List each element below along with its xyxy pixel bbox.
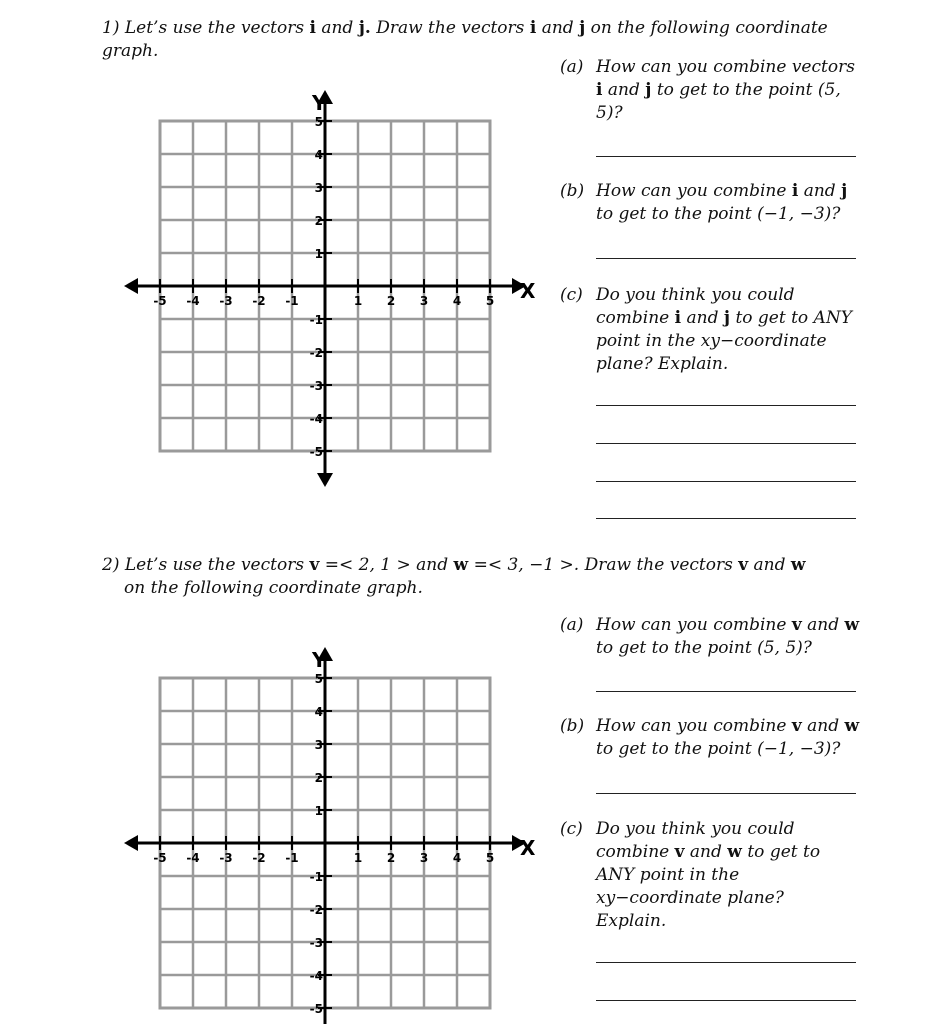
y-tick-label: -4 bbox=[309, 969, 323, 983]
y-tick-label: -3 bbox=[309, 936, 323, 950]
x-tick-label: 3 bbox=[419, 851, 429, 865]
y-tick-label: -5 bbox=[309, 1002, 323, 1016]
y-tick-label: 3 bbox=[314, 738, 323, 752]
x-tick-label: 2 bbox=[386, 851, 396, 865]
x-tick-label: 4 bbox=[452, 851, 462, 865]
x-tick-label: -2 bbox=[252, 851, 266, 865]
y-tick-label: -4 bbox=[309, 412, 323, 426]
y-tick-label: 2 bbox=[314, 771, 323, 785]
y-tick-label: -2 bbox=[309, 346, 323, 360]
answer-line-1c-2[interactable] bbox=[596, 443, 856, 444]
x-tick-label: 5 bbox=[485, 294, 495, 308]
x-tick-label: -5 bbox=[153, 851, 167, 865]
y-tick-label: 1 bbox=[314, 247, 323, 261]
y-tick-label: -5 bbox=[309, 445, 323, 459]
question-1c: (c) Do you think you could combine i and j to get to ANY point in the xy−coordinate plane? Explain. bbox=[560, 285, 852, 374]
x-tick-label: 1 bbox=[353, 294, 363, 308]
x-tick-label: -4 bbox=[186, 851, 200, 865]
answer-line-2b[interactable] bbox=[596, 793, 856, 794]
x-tick-label: -3 bbox=[219, 851, 233, 865]
x-axis-left-arrow-icon bbox=[124, 835, 138, 851]
y-axis-label: Y bbox=[312, 648, 327, 672]
y-tick-label: -1 bbox=[309, 313, 323, 327]
x-axis-label: X bbox=[520, 836, 536, 860]
x-tick-label: 1 bbox=[353, 851, 363, 865]
x-tick-label: 5 bbox=[485, 851, 495, 865]
question-1b: (b) How can you combine i and j to get to the point (−1, −3)? bbox=[560, 181, 848, 224]
y-axis-down-arrow-icon bbox=[317, 473, 333, 487]
answer-line-2c-1[interactable] bbox=[596, 962, 856, 963]
x-tick-label: 3 bbox=[419, 294, 429, 308]
y-axis-label: Y bbox=[312, 91, 327, 115]
y-tick-label: 5 bbox=[314, 672, 323, 686]
answer-line-1c-1[interactable] bbox=[596, 405, 856, 406]
answer-line-1c-4[interactable] bbox=[596, 518, 856, 519]
y-tick-label: 1 bbox=[314, 804, 323, 818]
answer-line-1c-3[interactable] bbox=[596, 481, 856, 482]
x-axis-label: X bbox=[520, 279, 536, 303]
y-tick-label: 5 bbox=[314, 115, 323, 129]
x-tick-label: -1 bbox=[285, 851, 299, 865]
x-tick-label: -3 bbox=[219, 294, 233, 308]
x-tick-label: -4 bbox=[186, 294, 200, 308]
answer-line-1a[interactable] bbox=[596, 156, 856, 157]
x-tick-label: -5 bbox=[153, 294, 167, 308]
question-2c: (c) Do you think you could combine v and w to get to ANY point in the xy−coordinate plane? Explain. bbox=[560, 819, 821, 931]
x-tick-label: -2 bbox=[252, 294, 266, 308]
y-tick-label: -3 bbox=[309, 379, 323, 393]
y-tick-label: 3 bbox=[314, 181, 323, 195]
y-tick-label: -2 bbox=[309, 903, 323, 917]
y-tick-label: 2 bbox=[314, 214, 323, 228]
y-tick-label: -1 bbox=[309, 870, 323, 884]
question-2-prompt: 2) Let’s use the vectors v =< 2, 1 > and w =< 3, −1 >. Draw the vectors v and w on the following coordinate graph. bbox=[102, 555, 806, 598]
question-2b: (b) How can you combine v and w to get to the point (−1, −3)? bbox=[560, 716, 860, 759]
coordinate-graph-2[interactable] bbox=[120, 645, 536, 1024]
x-tick-label: -1 bbox=[285, 294, 299, 308]
x-tick-label: 4 bbox=[452, 294, 462, 308]
coordinate-graph-1[interactable] bbox=[120, 88, 536, 488]
answer-line-2c-2[interactable] bbox=[596, 1000, 856, 1001]
question-1-prompt: 1) Let’s use the vectors i and j. Draw the vectors i and j on the following coordinate graph. bbox=[102, 18, 828, 61]
x-axis-left-arrow-icon bbox=[124, 278, 138, 294]
question-1a: (a) How can you combine vectors i and j to get to the point (5, 5)? bbox=[560, 57, 855, 123]
answer-line-2a[interactable] bbox=[596, 691, 856, 692]
x-tick-label: 2 bbox=[386, 294, 396, 308]
y-tick-label: 4 bbox=[314, 148, 323, 162]
answer-line-1b[interactable] bbox=[596, 258, 856, 259]
y-tick-label: 4 bbox=[314, 705, 323, 719]
question-2a: (a) How can you combine v and w to get to the point (5, 5)? bbox=[560, 615, 860, 658]
